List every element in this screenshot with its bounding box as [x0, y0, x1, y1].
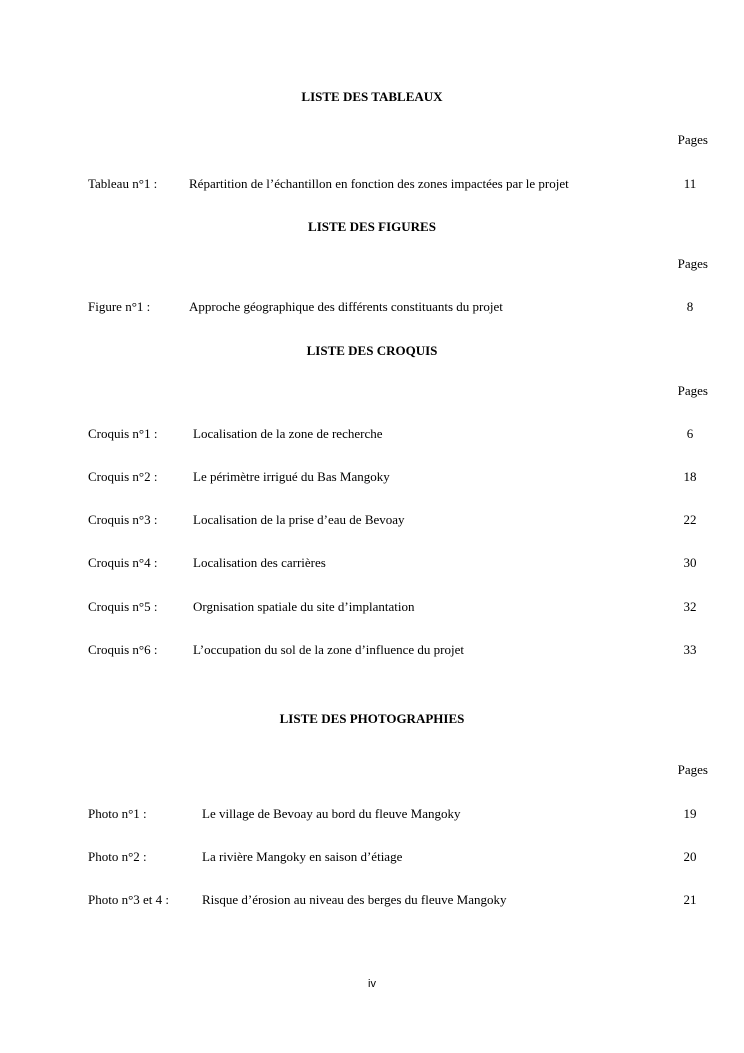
- entry-page: 33: [683, 642, 697, 657]
- entry-page: 6: [686, 426, 694, 441]
- entry-description: L’occupation du sol de la zone d’influence du projet: [193, 642, 464, 657]
- entry-description: Répartition de l’échantillon en fonction des zones impactées par le projet: [189, 176, 569, 191]
- entry-page: 11: [683, 176, 697, 191]
- entry-label: Croquis n°1 :: [88, 426, 158, 441]
- entry-page: 18: [683, 469, 697, 484]
- pages-header-croquis: Pages: [677, 383, 708, 398]
- entry-label: Photo n°1 :: [88, 806, 147, 821]
- entry-description: Orgnisation spatiale du site d’implantation: [193, 599, 415, 614]
- entry-label: Croquis n°3 :: [88, 512, 158, 527]
- section-title-croquis: LISTE DES CROQUIS: [306, 343, 438, 358]
- entry-page: 8: [686, 299, 694, 314]
- entry-page: 22: [683, 512, 697, 527]
- entry-description: Risque d’érosion au niveau des berges du fleuve Mangoky: [202, 892, 507, 907]
- entry-page: 32: [683, 599, 697, 614]
- entry-page: 30: [683, 555, 697, 570]
- entry-label: Photo n°3 et 4 :: [88, 892, 170, 907]
- section-title-tableaux: LISTE DES TABLEAUX: [301, 89, 443, 104]
- entry-page: 21: [683, 892, 697, 907]
- page-number: iv: [368, 978, 376, 990]
- section-title-figures: LISTE DES FIGURES: [308, 219, 436, 234]
- pages-header-figures: Pages: [677, 256, 708, 271]
- entry-page: 20: [683, 849, 697, 864]
- entry-label: Croquis n°4 :: [88, 555, 158, 570]
- entry-label: Tableau n°1 :: [88, 176, 158, 191]
- entry-description: Localisation des carrières: [193, 555, 326, 570]
- entry-page: 19: [683, 806, 697, 821]
- entry-description: Localisation de la prise d’eau de Bevoay: [193, 512, 405, 527]
- entry-label: Photo n°2 :: [88, 849, 147, 864]
- entry-description: Le périmètre irrigué du Bas Mangoky: [193, 469, 390, 484]
- pages-header-tableaux: Pages: [677, 132, 708, 147]
- entry-description: La rivière Mangoky en saison d’étiage: [202, 849, 403, 864]
- entry-label: Croquis n°6 :: [88, 642, 158, 657]
- pages-header-photographies: Pages: [677, 762, 708, 777]
- section-title-photographies: LISTE DES PHOTOGRAPHIES: [279, 711, 465, 726]
- entry-description: Le village de Bevoay au bord du fleuve Mangoky: [202, 806, 461, 821]
- entry-description: Approche géographique des différents constituants du projet: [189, 299, 503, 314]
- entry-label: Figure n°1 :: [88, 299, 151, 314]
- entry-label: Croquis n°5 :: [88, 599, 158, 614]
- entry-description: Localisation de la zone de recherche: [193, 426, 383, 441]
- entry-label: Croquis n°2 :: [88, 469, 158, 484]
